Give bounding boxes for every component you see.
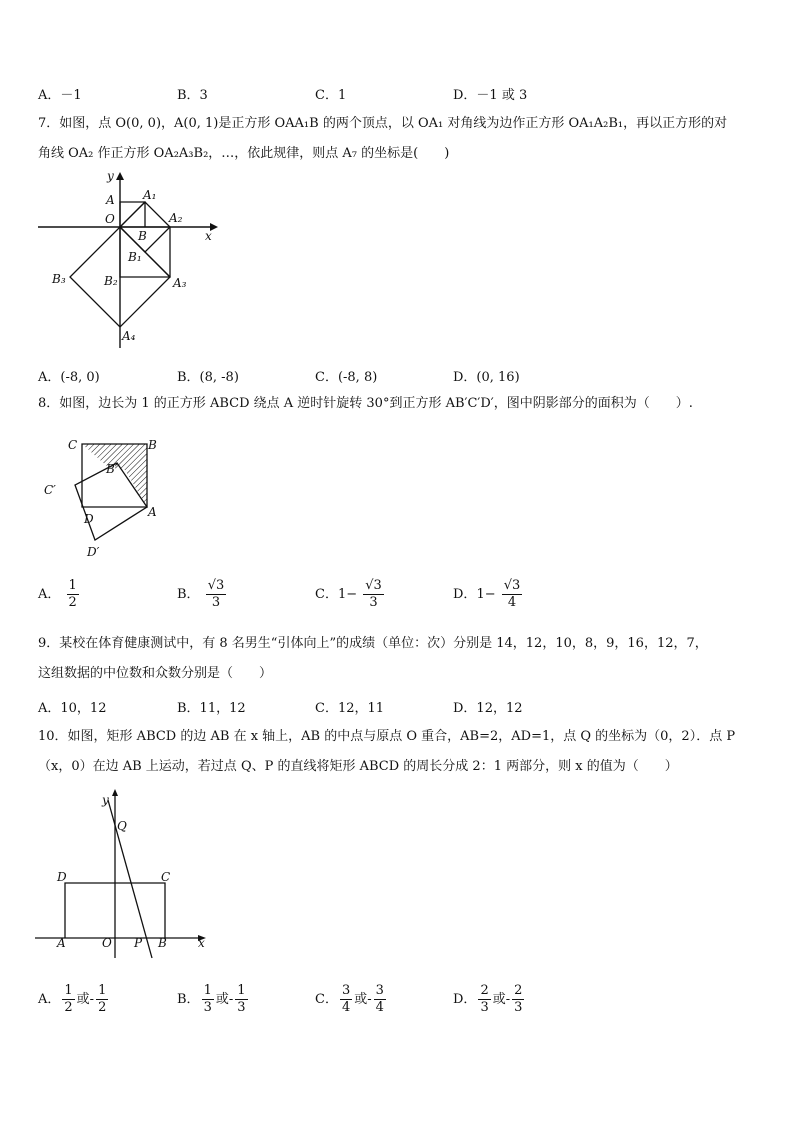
q10-label-d: D xyxy=(57,870,67,884)
q6-option-b: B．3 xyxy=(177,88,208,103)
q8-option-c-prefix: 1− xyxy=(337,587,358,602)
q7-label-b: B xyxy=(138,229,147,243)
q8-option-a-letter: A． xyxy=(38,587,61,602)
q7-option-c: C．(-8, 8) xyxy=(315,370,378,385)
q10-label-x: x xyxy=(198,936,205,950)
q10-label-a: A xyxy=(57,936,66,950)
numerator: 1 xyxy=(64,983,73,998)
denominator: 3 xyxy=(480,1000,489,1015)
q6-option-d: D．－1 或 3 xyxy=(453,88,528,103)
q10-label-q: Q xyxy=(117,819,127,833)
q10-figure xyxy=(30,788,220,963)
numerator: √3 xyxy=(365,578,382,593)
q10-option-c-or: 或- xyxy=(354,992,372,1007)
q8-option-d-letter: D． xyxy=(453,587,477,602)
denominator: 3 xyxy=(203,1000,212,1015)
q8-label-a: A xyxy=(148,505,157,519)
numerator: 2 xyxy=(514,983,523,998)
denominator: 2 xyxy=(98,1000,107,1015)
q10-option-b-frac2 xyxy=(235,983,247,1016)
q10-option-c-letter: C． xyxy=(315,992,338,1007)
q8-option-d-prefix: 1− xyxy=(476,587,496,602)
q10-label-p: P xyxy=(134,936,143,950)
q10-option-c-frac2 xyxy=(374,983,386,1016)
q7-stem-line1: 7．如图，点 O(0, 0)，A(0, 1)是正方形 OAA₁B 的两个顶点，以 OA₁ 对角线为边作正方形 OA₁A₂B₁，再以正方形的对 xyxy=(38,116,728,131)
numerator: 1 xyxy=(237,983,246,998)
q10-option-a-frac2 xyxy=(96,983,108,1016)
q6-option-c: C．1 xyxy=(315,88,347,103)
q8-option-c xyxy=(315,578,386,611)
denominator: 4 xyxy=(375,1000,384,1015)
numerator: 1 xyxy=(98,983,107,998)
numerator: 1 xyxy=(203,983,212,998)
q7-option-b: B．(8, -8) xyxy=(177,370,239,385)
q10-option-b xyxy=(177,983,250,1016)
q10-option-d-frac1 xyxy=(478,983,490,1016)
q8-option-b-letter: B． xyxy=(177,587,200,602)
q7-label-b1: B₁ xyxy=(128,250,142,264)
q10-option-d-letter: D． xyxy=(453,992,477,1007)
q10-option-b-or: 或- xyxy=(215,992,234,1007)
denominator: 4 xyxy=(341,1000,351,1015)
q7-label-a1: A₁ xyxy=(143,188,157,202)
q6-option-a: A．－1 xyxy=(38,88,82,103)
q8-label-d: D xyxy=(84,512,94,526)
q10-option-d xyxy=(453,983,526,1016)
q7-label-a2: A₂ xyxy=(169,211,183,225)
q8-label-cp: C′ xyxy=(44,483,56,497)
q7-figure xyxy=(30,168,220,353)
q8-label-b: B xyxy=(148,438,157,452)
q10-option-a-or: 或- xyxy=(76,992,95,1007)
q9-stem-line1: 9．某校在体育健康测试中，有 8 名男生“引体向上”的成绩（单位：次）分别是 14，12，10，8，9，16，12，7， xyxy=(38,636,708,651)
denominator: 2 xyxy=(64,1000,73,1015)
q8-option-a-fraction xyxy=(67,578,79,611)
q10-option-c xyxy=(315,983,388,1016)
q8-label-dp: D′ xyxy=(87,545,100,559)
q8-option-d-fraction xyxy=(502,578,523,611)
q8-stem: 8．如图，边长为 1 的正方形 ABCD 绕点 A 逆时针旋转 30°到正方形 AB′C′D′，图中阴影部分的面积为（ ）. xyxy=(38,396,693,411)
q10-option-a-letter: A． xyxy=(38,992,61,1007)
numerator: √3 xyxy=(207,578,225,593)
q7-label-x: x xyxy=(205,229,212,243)
q10-option-b-frac1 xyxy=(202,983,214,1016)
q10-label-b: B xyxy=(158,936,167,950)
q9-option-b: B．11，12 xyxy=(177,701,246,716)
q9-option-c: C．12，11 xyxy=(315,701,385,716)
q7-option-d: D．(0, 16) xyxy=(453,370,520,385)
q9-option-a: A．10，12 xyxy=(38,701,107,716)
denominator: 3 xyxy=(237,1000,246,1015)
q8-figure xyxy=(40,430,170,565)
q8-label-c: C xyxy=(68,438,78,452)
q7-stem-line2: 角线 OA₂ 作正方形 OA₂A₃B₂，…，依此规律，则点 A₇ 的坐标是( ) xyxy=(38,146,450,161)
q8-label-bp: B′ xyxy=(106,462,118,476)
denominator: 4 xyxy=(507,595,517,610)
q7-label-a3: A₃ xyxy=(173,276,187,290)
q8-option-d xyxy=(453,578,524,611)
q10-option-d-or: 或- xyxy=(492,992,511,1007)
q7-label-b2: B₂ xyxy=(104,274,118,288)
numerator: √3 xyxy=(503,578,521,593)
q7-label-y: y xyxy=(107,169,114,183)
q8-option-c-fraction xyxy=(363,578,384,611)
q7-label-a4: A₄ xyxy=(122,329,136,343)
q7-label-b3: B₃ xyxy=(52,272,66,286)
denominator: 2 xyxy=(68,595,77,610)
q10-stem-line1: 10．如图，矩形 ABCD 的边 AB 在 x 轴上，AB 的中点与原点 O 重合，AB=2，AD=1，点 Q 的坐标为（0，2）．点 P xyxy=(38,729,736,744)
q7-label-a: A xyxy=(106,193,115,207)
q8-option-c-letter: C． xyxy=(315,587,338,602)
q7-option-a: A．(-8, 0) xyxy=(38,370,100,385)
denominator: 3 xyxy=(514,1000,523,1015)
denominator: 3 xyxy=(211,595,221,610)
numerator: 1 xyxy=(68,578,77,593)
numerator: 3 xyxy=(375,983,384,998)
q10-option-b-letter: B． xyxy=(177,992,200,1007)
denominator: 3 xyxy=(369,595,378,610)
q10-option-a-frac1 xyxy=(62,983,74,1016)
numerator: 2 xyxy=(480,983,489,998)
q8-option-b xyxy=(177,578,228,611)
q9-option-d: D．12，12 xyxy=(453,701,523,716)
q8-option-a xyxy=(38,578,81,611)
q8-option-b-fraction xyxy=(206,578,227,611)
q10-option-a xyxy=(38,983,110,1016)
q9-stem-line2: 这组数据的中位数和众数分别是（ ） xyxy=(38,666,273,681)
q10-stem-line2: （x，0）在边 AB 上运动，若过点 Q、P 的直线将矩形 ABCD 的周长分成 2：1 两部分，则 x 的值为（ ） xyxy=(38,759,678,774)
q10-label-o: O xyxy=(102,936,112,950)
q10-option-c-frac1 xyxy=(340,983,352,1016)
q10-label-c: C xyxy=(161,870,171,884)
numerator: 3 xyxy=(341,983,351,998)
q10-option-d-frac2 xyxy=(512,983,524,1016)
q10-label-y: y xyxy=(102,793,109,807)
q7-label-o: O xyxy=(105,212,115,226)
